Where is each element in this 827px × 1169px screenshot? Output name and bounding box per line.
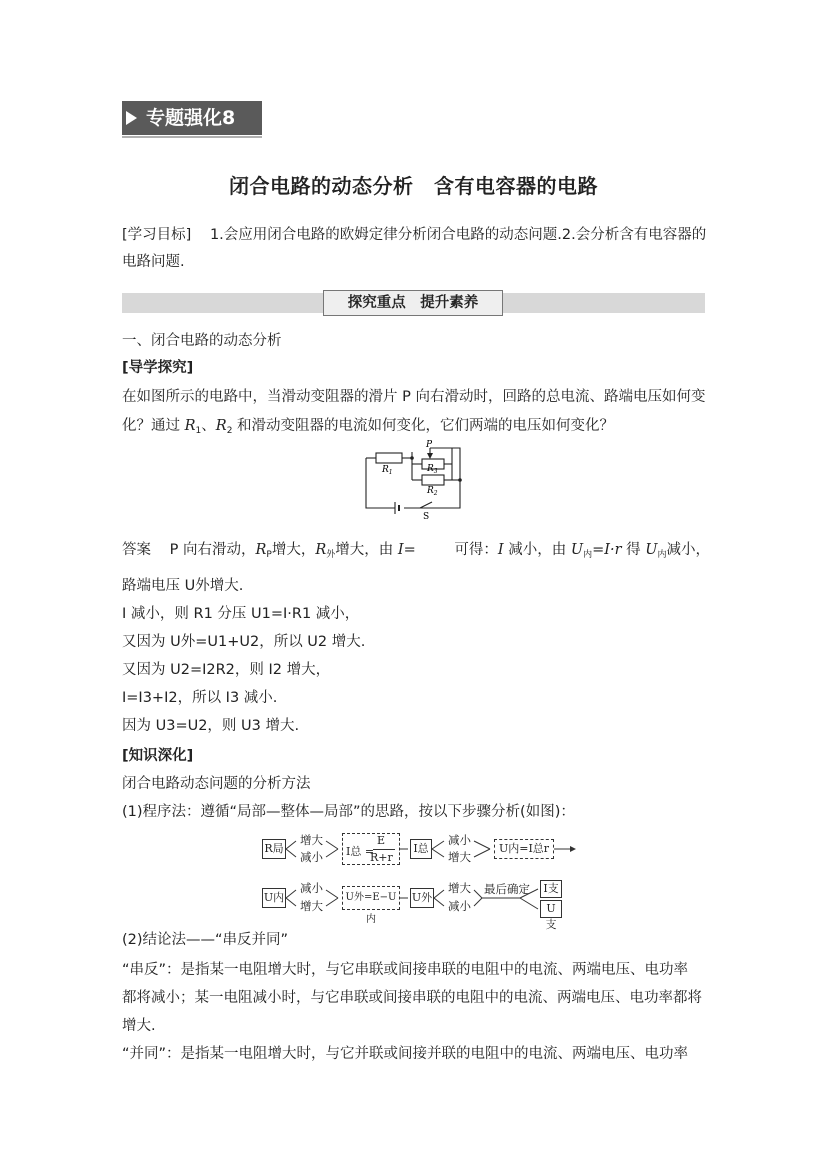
flow-final-label: 最后确定 [484, 882, 530, 896]
answer-1d: = [403, 542, 416, 558]
badge-underline [122, 136, 262, 138]
flow-uout: U外 [410, 888, 434, 908]
answer-1b: 增大， [271, 542, 316, 558]
answer-line-7: 因为 U3=U2，则 U3 增大. [122, 718, 300, 734]
flow-f1-num: E [377, 834, 386, 847]
flow-r2-down2: 减小 [448, 899, 471, 913]
guide-label: [导学探究] [122, 360, 194, 376]
objectives-text-2: 电路问题. [122, 254, 185, 270]
answer-line-6: I=I3+I2，所以 I3 减小. [122, 690, 278, 706]
rp-sub: P [266, 550, 272, 560]
method-1: (1)程序法：遵循“局部—整体—局部”的思路，按以下步骤分析(如图)： [122, 804, 575, 820]
answer-1g: 得 [626, 542, 646, 558]
knowledge-subtitle: 闭合电路动态问题的分析方法 [122, 776, 311, 792]
flow-f1-den: R+r [370, 851, 393, 864]
answer-line-4: 又因为 U外=U1+U2，所以 U2 增大. [122, 634, 366, 650]
circuit-p-label: P [426, 440, 433, 450]
flow-f1-lhs: I总 = [346, 845, 375, 858]
circuit-r3-label: $R_3$ [427, 464, 438, 475]
r1-symbol: R [184, 418, 196, 434]
flow-r2-up2: 增大 [448, 881, 471, 895]
play-arrow-icon [126, 111, 137, 125]
answer-1e: 可得： [454, 542, 498, 558]
answer-line-2: 路端电压 U外增大. [122, 578, 244, 594]
question-line-2-b: 和滑动变阻器的电流如何变化，它们两端的电压如何变化？ [232, 418, 615, 434]
flow-diagram [258, 830, 578, 931]
section-banner-label: 探究重点 提升素养 [323, 290, 503, 316]
rw-sub: 外 [326, 550, 336, 560]
flow-r1-up2: 减小 [448, 833, 471, 847]
question-line-2: 化？通过 $R_1$、$R_2$ 和滑动变阻器的电流如何变化，它们两端的电压如何变化？ [122, 418, 615, 436]
answer-label: 答案 [122, 542, 151, 558]
topic-badge-label: 专题强化8 [146, 107, 236, 129]
question-line-1: 在如图所示的电路中，当滑动变阻器的滑片 P 向右滑动时，回路的总电流、路端电压如何变 [122, 389, 706, 405]
topic-badge [122, 101, 262, 135]
r2-symbol: R [215, 418, 227, 434]
answer-1f: 减小，由 [508, 542, 571, 558]
flow-r2-down: 增大 [300, 899, 323, 913]
rp-symbol: R [255, 542, 267, 558]
page-title: 闭合电路的动态分析 含有电容器的电路 [229, 174, 598, 198]
flow-r-local: R局 [262, 839, 286, 859]
chuanfan-line-1: “串反”：是指某一电阻增大时，与它串联或间接串联的电阻中的电流、两端电压、电功率 [122, 962, 689, 978]
answer-line-3: I 减小，则 R1 分压 U1=I·R1 减小， [122, 606, 360, 622]
circuit-r1-label: $R_1$ [382, 465, 393, 476]
slider-arrow-icon [427, 453, 433, 459]
answer-1a: P 向右滑动， [169, 542, 256, 558]
binglong-line-1: “并同”：是指某一电阻增大时，与它并联或间接并联的电阻中的电流、两端电压、电功率 [122, 1046, 689, 1062]
circuit-s-label: S [423, 512, 430, 520]
flow-arrows [258, 830, 578, 922]
circuit-diagram [360, 440, 470, 520]
objectives-label: [学习目标] [122, 227, 192, 243]
objectives-line-1 [122, 225, 706, 245]
circuit-r2-label: $R_2$ [427, 486, 438, 497]
answer-1h: 减小， [666, 542, 710, 558]
objectives-text-1: 1.会应用闭合电路的欧姆定律分析闭合电路的动态问题.2.会分析含有电容器的 [209, 227, 707, 243]
flow-itotal: I总 [410, 839, 432, 859]
flow-r1-up: 增大 [300, 833, 323, 847]
part1-heading: 一、闭合电路的动态分析 [122, 333, 282, 349]
chuanfan-line-2: 都将减小；某一电阻减小时，与它串联或间接串联的电阻中的电流、两端电压、电功率都将 [122, 990, 702, 1006]
flow-r1-down: 减小 [300, 850, 323, 864]
answer-line-1: 答案 P 向右滑动，$R_P$增大，$R_外$增大，由 I= 可得：I 减小，由 $U_内=I\cdot r$ 得 $U_内$减小， [122, 542, 710, 560]
answer-line-5: 又因为 U2=I2R2，则 I2 增大， [122, 662, 331, 678]
method-2: (2)结论法——“串反并同” [122, 932, 289, 948]
chuanfan-line-3: 增大. [122, 1018, 156, 1034]
flow-ubranch: U支 [540, 900, 562, 918]
rw-symbol: R [315, 542, 327, 558]
flow-uin-formula: U内=I总r [494, 839, 554, 859]
flow-uin: U内 [262, 888, 286, 908]
flow-r2-up: 减小 [300, 881, 323, 895]
answer-1c: 增大，由 [335, 542, 398, 558]
flow-uout-formula: U外=E−U内 [342, 886, 400, 910]
flow-ibranch: I支 [540, 880, 562, 898]
question-line-2-a: 化？通过 [122, 418, 185, 434]
knowledge-label: [知识深化] [122, 748, 194, 764]
i-symbol: I [397, 542, 404, 558]
flow-r1-down2: 增大 [448, 850, 471, 864]
